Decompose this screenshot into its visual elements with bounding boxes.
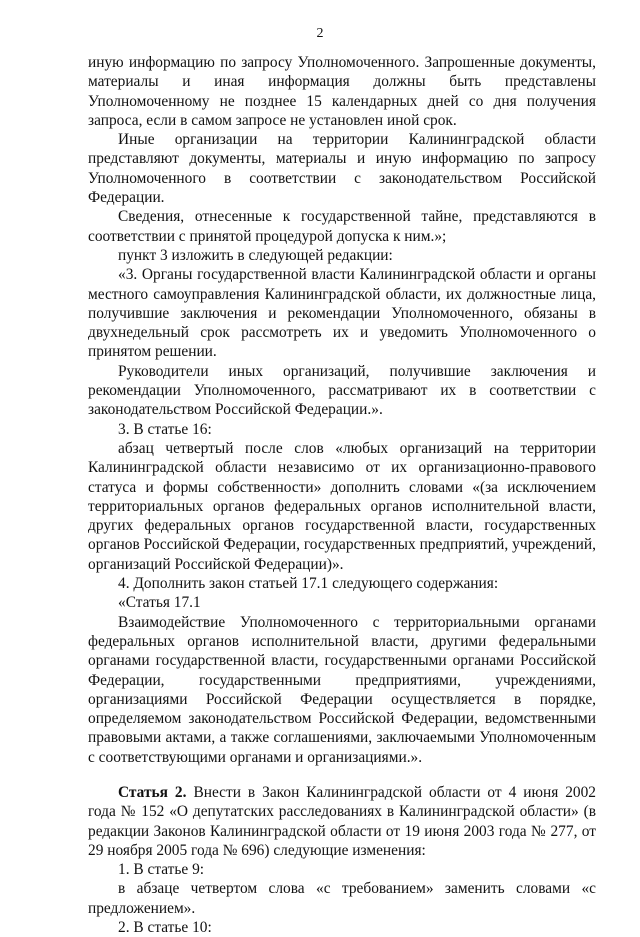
document-body — [88, 53, 596, 937]
paragraph: Руководители иных организаций, получившие заключения и рекомендации Уполномоченного, рассматривают их в соответствии с законодательством Российской Федерации.». — [88, 362, 596, 419]
page-number: 2 — [316, 26, 324, 41]
article-17-1-heading: «Статья 17.1 — [118, 594, 201, 612]
paragraph: иную информацию по запросу Уполномоченного. Запрошенные документы, материалы и иная информация должны быть представлены Уполномоченному не позднее 15 календарных дней со дня получения запроса, если в самом запросе не установлен иной срок. — [88, 54, 596, 129]
paragraph: «3. Органы государственной власти Калининградской области и органы местного самоуправления Калининградской области, их должностные лица, получившие заключения и рекомендации Уполномоченного, обязаны в двухнедельный срок рассмотреть их и уведомить Уполномоченного о принятом решении. — [88, 266, 596, 361]
article-2-paragraph — [88, 783, 596, 860]
article-2-text: Внести в Закон Калининградской области от 4 июня 2002 года № 152 «О депутатских расследованиях в Калининградской области» (в редакции Законов Калининградской области от 19 июня 2003 года № 277, от 29 ноября 2005 года № 696) следующие изменения: — [88, 783, 597, 859]
paragraph: 2. В статье 10: — [118, 919, 212, 937]
paragraph: 1. В статье 9: — [118, 861, 205, 879]
paragraph: Иные организации на территории Калининградской области представляют документы, материалы и иную информацию по запросу Уполномоченного в соответствии с законодательством Российской Федерации. — [88, 131, 596, 207]
paragraph: абзац четвертый после слов «любых организаций на территории Калининградской области независимо от их организационно-правового статуса и формы собственности» дополнить словами «(за исключением территориальных органов федеральных органов исполнительной власти, других федеральных органов государственной власти, государственных органов Российской Федерации, государственных предприятий, учреждений, организаций Российской Федерации)». — [88, 439, 596, 573]
paragraph: Взаимодействие Уполномоченного с территориальными органами федеральных органов исполнительной власти, другими федеральными органами государственной власти, государственными органами Российской Федерации, государственными предприятиями, учреждениями, организациями Российской Федерации осуществляется в порядке, определяемом законодательством Российской Федерации, ведомственными правовыми актами, а также соглашениями, заключаемыми Уполномоченным с соответствующими органами и организациями.». — [88, 613, 596, 766]
paragraph: Сведения, отнесенные к государственной тайне, представляются в соответствии с принятой процедурой допуска к ним.»; — [88, 208, 596, 245]
paragraph: 4. Дополнить закон статьей 17.1 следующего содержания: — [118, 575, 499, 593]
paragraph: в абзаце четвертом слова «с требованием» заменить словами «с предложением». — [88, 880, 596, 917]
article-2-label: Статья 2. — [118, 783, 187, 801]
paragraph: пункт 3 изложить в следующей редакции: — [118, 246, 393, 264]
paragraph: 3. В статье 16: — [118, 420, 212, 438]
